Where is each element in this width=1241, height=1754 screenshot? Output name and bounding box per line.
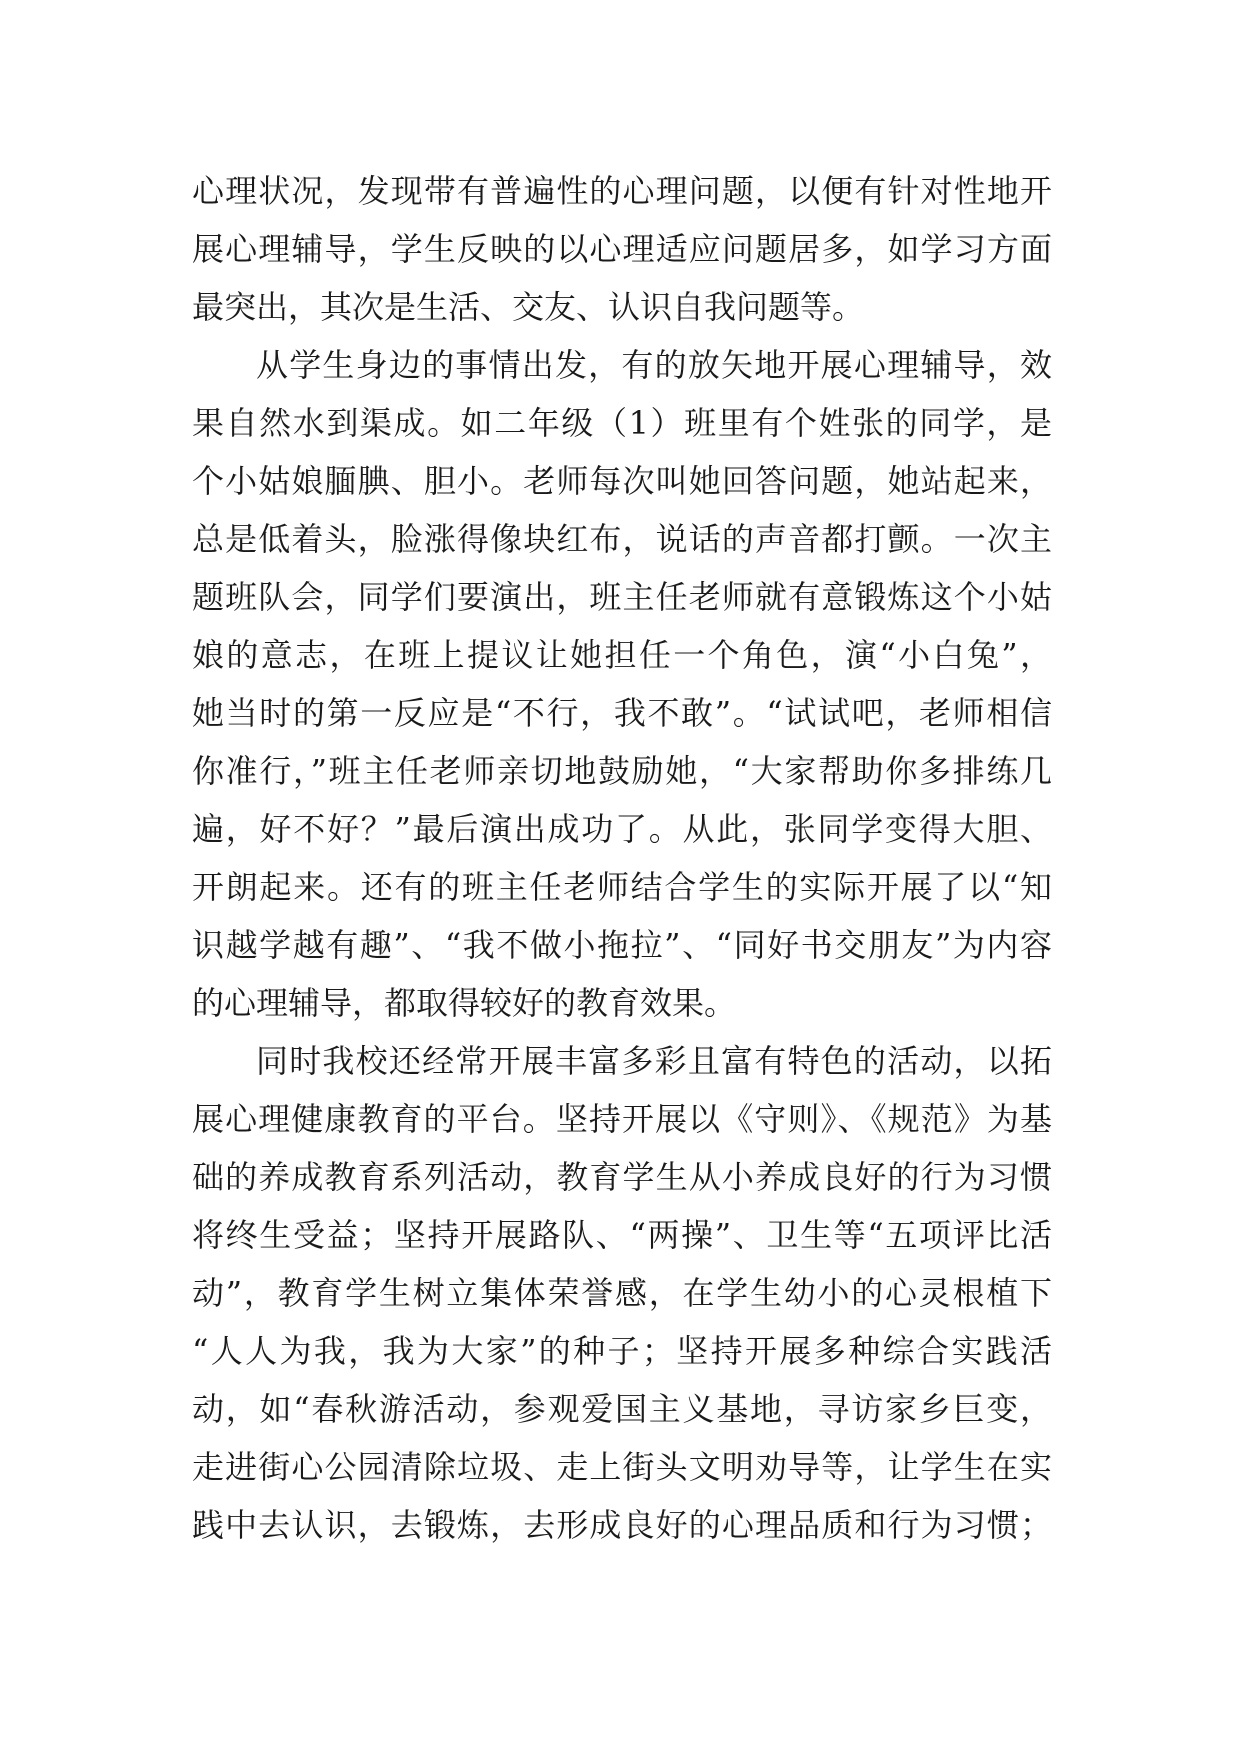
body-text	[192, 162, 1052, 1554]
text-line: 她当时的第一反应是“不行，我不敢”。“试试吧，老师相信	[192, 694, 1052, 732]
text-line: 展心理健康教育的平台。坚持开展以《守则》、《规范》为基	[192, 1100, 1052, 1138]
text-line: 识越学越有趣”、“我不做小拖拉”、“同好书交朋友”为内容	[192, 926, 1052, 964]
text-line: “人人为我，我为大家”的种子；坚持开展多种综合实践活	[192, 1332, 1052, 1370]
text-line: 遍，好不好？”最后演出成功了。从此，张同学变得大胆、	[192, 810, 1052, 848]
text-line: 个小姑娘腼腆、胆小。老师每次叫她回答问题，她站起来，	[192, 462, 1052, 500]
paragraph-start-line: 从学生身边的事情出发，有的放矢地开展心理辅导，效	[256, 346, 1052, 384]
text-line: 将终生受益；坚持开展路队、“两操”、卫生等“五项评比活	[192, 1216, 1052, 1254]
text-line: 动”，教育学生树立集体荣誉感，在学生幼小的心灵根植下	[192, 1274, 1052, 1312]
text-line: 践中去认识，去锻炼，去形成良好的心理品质和行为习惯；	[192, 1506, 1052, 1544]
text-line: 心理状况，发现带有普遍性的心理问题，以便有针对性地开	[192, 172, 1052, 210]
text-line: 开朗起来。还有的班主任老师结合学生的实际开展了以“知	[192, 868, 1052, 906]
text-line: 展心理辅导，学生反映的以心理适应问题居多，如学习方面	[192, 230, 1052, 268]
paragraph-end-line: 的心理辅导，都取得较好的教育效果。	[192, 984, 737, 1022]
text-line: 果自然水到渠成。如二年级（1）班里有个姓张的同学，是	[192, 404, 1052, 442]
paragraph-end-line: 最突出，其次是生活、交友、认识自我问题等。	[192, 288, 865, 326]
text-line: 走进街心公园清除垃圾、走上街头文明劝导等，让学生在实	[192, 1448, 1052, 1486]
text-line: 础的养成教育系列活动，教育学生从小养成良好的行为习惯	[192, 1158, 1052, 1196]
text-line: 动，如“春秋游活动，参观爱国主义基地，寻访家乡巨变，	[192, 1390, 1052, 1428]
text-line: 题班队会，同学们要演出，班主任老师就有意锻炼这个小姑	[192, 578, 1052, 616]
text-line: 总是低着头，脸涨得像块红布，说话的声音都打颤。一次主	[192, 520, 1052, 558]
paragraph-start-line: 同时我校还经常开展丰富多彩且富有特色的活动，以拓	[256, 1042, 1052, 1080]
text-line: 娘的意志，在班上提议让她担任一个角色，演“小白兔”，	[192, 636, 1052, 674]
text-line: 你准行，”班主任老师亲切地鼓励她，“大家帮助你多排练几	[192, 752, 1052, 790]
